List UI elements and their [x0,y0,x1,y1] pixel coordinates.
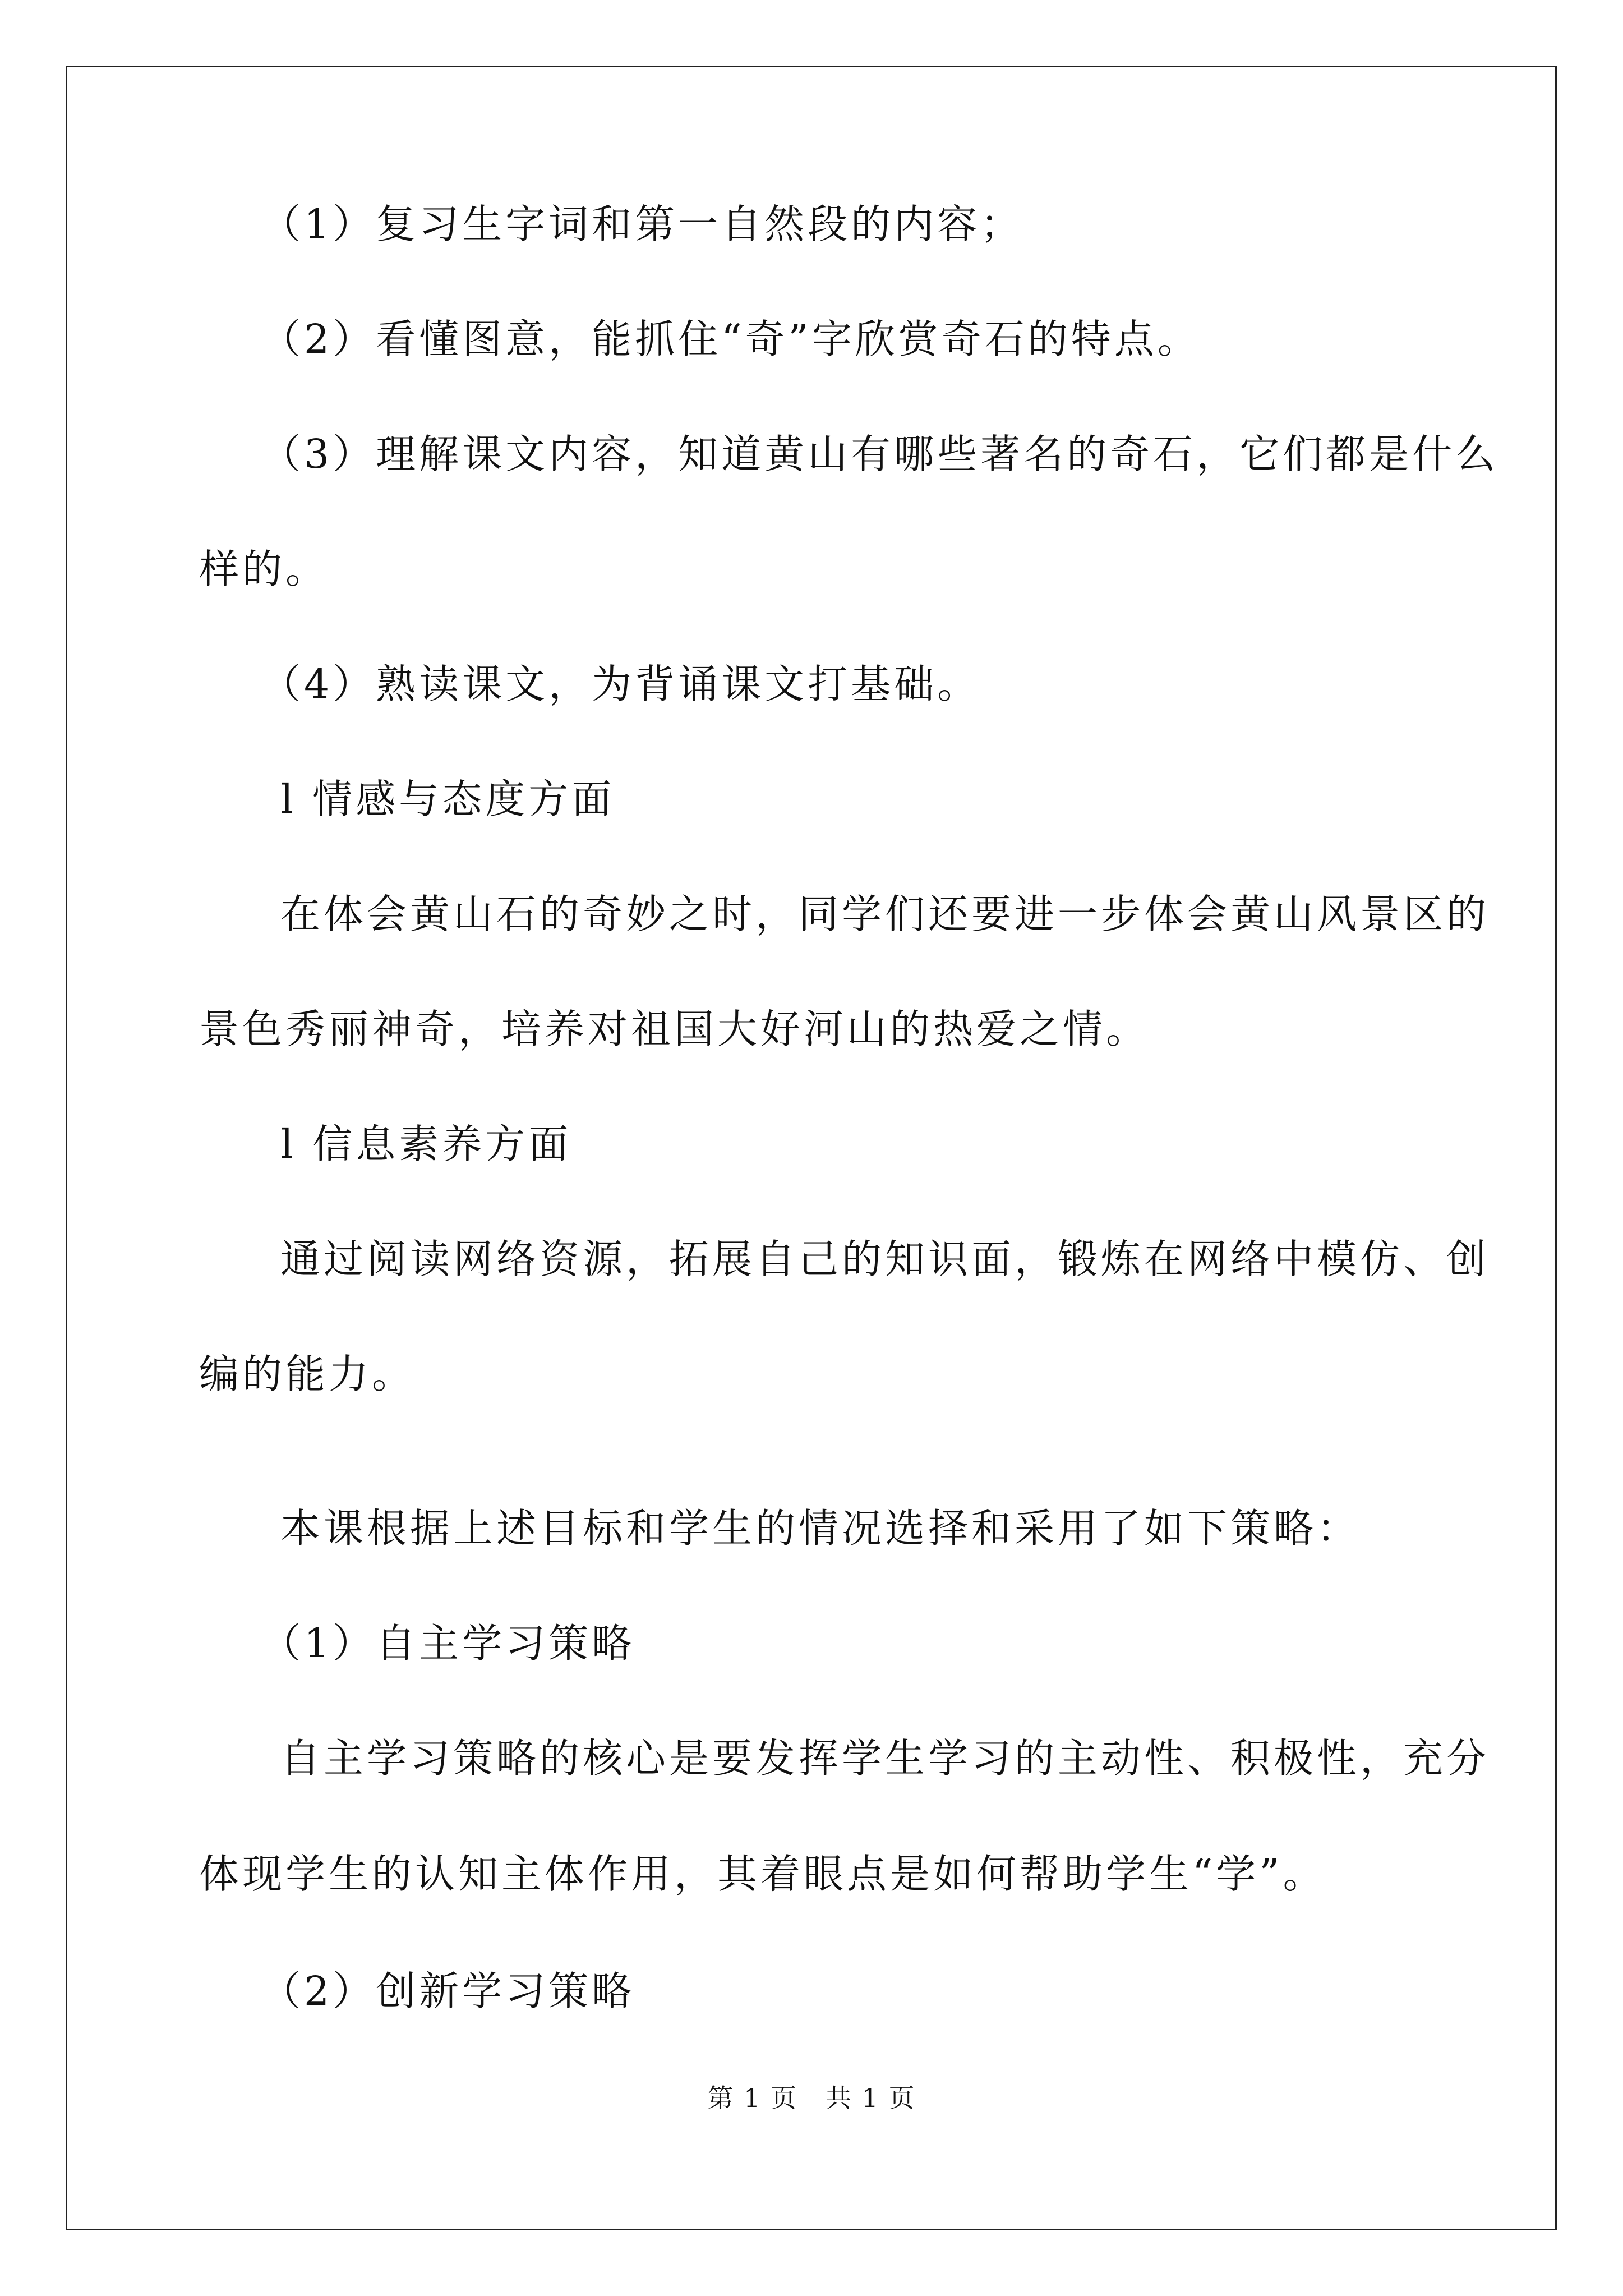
text-line: 自主学习策略的核心是要发挥学生学习的主动性、积极性，充分 [280,1735,1490,1782]
text-line: 景色秀丽神奇，培养对祖国大好河山的热爱之情。 [199,1006,1150,1052]
text-line: 体现学生的认知主体作用，其着眼点是如何帮助学生“学”。 [199,1851,1326,1897]
text-line: （3）理解课文内容，知道黄山有哪些著名的奇石，它们都是什么 [261,431,1499,477]
text-line: （2）看懂图意，能抓住“奇”字欣赏奇石的特点。 [261,316,1201,362]
page-footer [0,2081,1623,2115]
text-line: （1）复习生字词和第一自然段的内容； [261,201,1024,247]
text-line: 在体会黄山石的奇妙之时，同学们还要进一步体会黄山风景区的 [280,891,1490,937]
text-line: （4）熟读课文，为背诵课文打基础。 [261,661,981,707]
text-line: 样的。 [199,546,329,592]
text-line: 通过阅读网络资源，拓展自己的知识面，锻炼在网络中模仿、创 [280,1236,1490,1282]
section-heading: l 信息素养方面 [280,1121,572,1167]
text-line: 编的能力。 [199,1351,416,1397]
text-line: 本课根据上述目标和学生的情况选择和采用了如下策略： [280,1505,1361,1552]
page-number: 第 1 页 [707,2083,798,2113]
section-heading: l 情感与态度方面 [280,776,615,822]
text-line: （1）自主学习策略 [261,1620,635,1667]
text-line: （2）创新学习策略 [261,1968,635,2014]
page-total: 共 1 页 [825,2083,916,2113]
